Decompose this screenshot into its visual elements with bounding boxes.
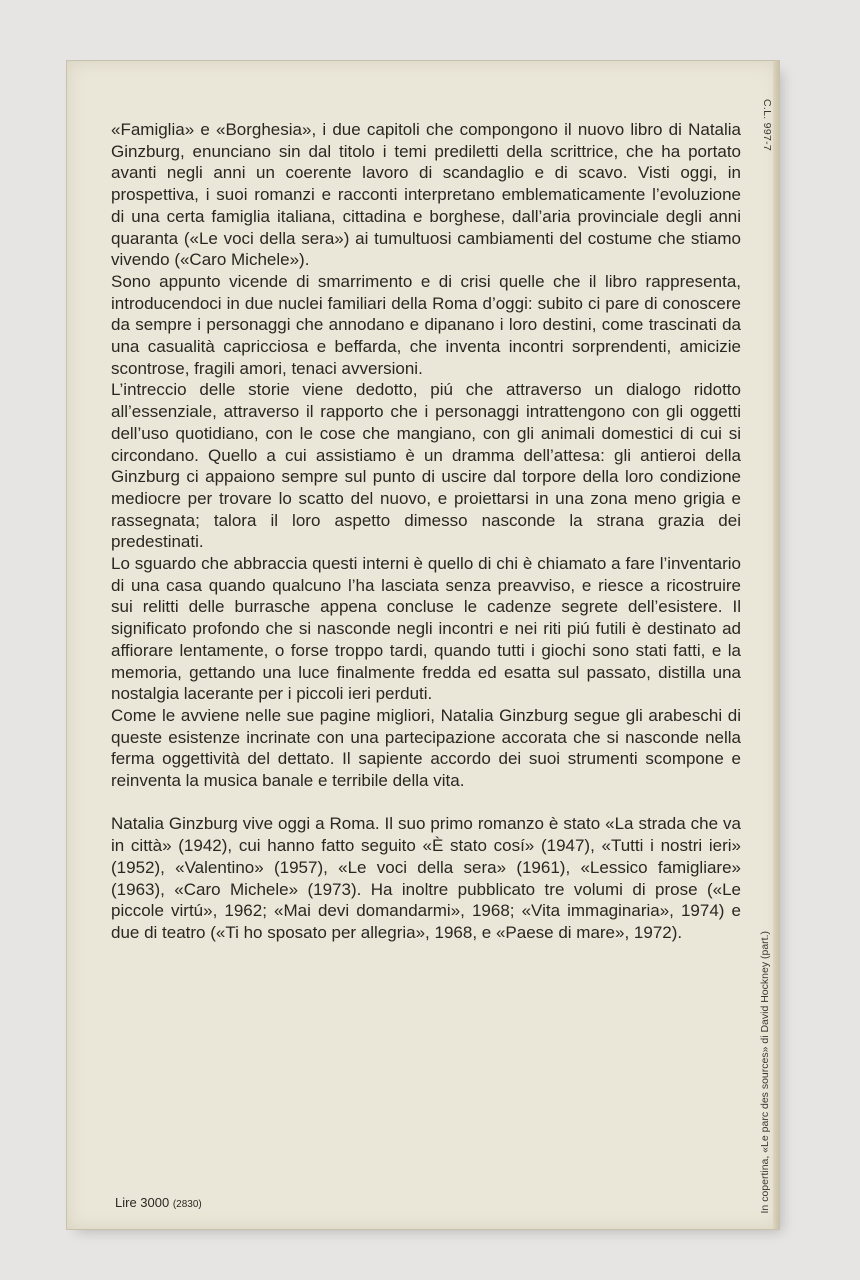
blurb-text [111,119,741,944]
book-back-cover [66,60,780,1230]
blurb-paragraph-2: Sono appunto vicende di smarrimento e di crisi quelle che il libro rappresenta, introducendoci in due nuclei familiari della Roma d’oggi: subito ci pare di conoscere da sempre i personaggi che annodano e dipanano i loro destini, come trascinati da una casualità capricciosa e beffarda, che inventa incontri sorprendenti, amicizie scontrose, fragili amori, tenaci avversioni. [111,271,741,378]
catalog-code: C.L. 997-7 [761,99,773,152]
blurb-paragraph-5: Come le avviene nelle sue pagine migliori, Natalia Ginzburg segue gli arabeschi di queste esistenze incrinate con una partecipazione accorata che si nasconde nella ferma oggettività del dettato. Il sapiente accordo dei suoi strumenti scompone e reinventa la musica banale e terribile della vita. [111,705,741,791]
price-code: (2830) [172,1199,202,1210]
price-value: Lire 3000 [115,1195,170,1210]
blurb-paragraph-3: L’intreccio delle storie viene dedotto, piú che attraverso un dialogo ridotto all’essenziale, attraverso il rapporto che i personaggi intrattengono con gli oggetti dell’uso quotidiano, con le cose che mangiano, con gli animali domestici di cui si circondano. Quello a cui assistiamo è un dramma dell’attesa: gli antieroi della Ginzburg ci appaiono sempre sul punto di uscire dal torpore della loro condizione mediocre per trovare lo scatto del nuovo, e proiettarsi in una zona meno grigia e rassegnata; talora il loro aspetto dimesso nasconde la strana grazia dei predestinati. [111,380,741,552]
blurb-paragraph-4: Lo sguardo che abbraccia questi interni è quello di chi è chiamato a fare l’inventario di una casa quando qualcuno l’ha lasciata senza preavviso, e riesce a ricostruire sui relitti delle burrasche appena concluse le cadenze segrete dell’esistere. Il significato profondo che si nasconde negli incontri e nei riti piú futili è destinato ad affiorare lentamente, o forse troppo tardi, quando tutti i giochi sono stati fatti, e la memoria, gettando una luce finalmente fredda ed esatta sul passato, distilla una nostalgia lacerante per i piccoli ieri perduti. [111,554,741,704]
cover-credit: In copertina, «Le parc des sources» di David Hockney (part.) [759,930,771,1213]
blurb-paragraph-1: «Famiglia» e «Borghesia», i due capitoli che compongono il nuovo libro di Natalia Ginzburg, enunciano sin dal titolo i temi prediletti della scrittrice, che ha portato avanti negli anni un coerente lavoro di scandaglio e di scavo. Visti oggi, in prospettiva, i suoi romanzi e racconti interpretano emblematicamente l’evoluzione di una certa famiglia italiana, cittadina e borghese, dall’aria provinciale degli anni quaranta («Le voci della sera») ai tumultuosi cambiamenti del costume che stiamo vivendo («Caro Michele»). [111,120,741,270]
author-bio: Natalia Ginzburg vive oggi a Roma. Il suo primo romanzo è stato «La strada che va in città» (1942), cui hanno fatto seguito «È stato cosí» (1947), «Tutti i nostri ieri» (1952), «Valentino» (1957), «Le voci della sera» (1961), «Lessico famigliare» (1963), «Caro Michele» (1973). Ha inoltre pubblicato tre volumi di prose («Le piccole virtú», 1962; «Mai devi domandarmi», 1968; «Vita immaginaria», 1974) e due di teatro («Ti ho sposato per allegria», 1968, e «Paese di mare», 1972). [111,814,741,942]
page-edge [773,61,779,1229]
price-label [115,1195,202,1210]
